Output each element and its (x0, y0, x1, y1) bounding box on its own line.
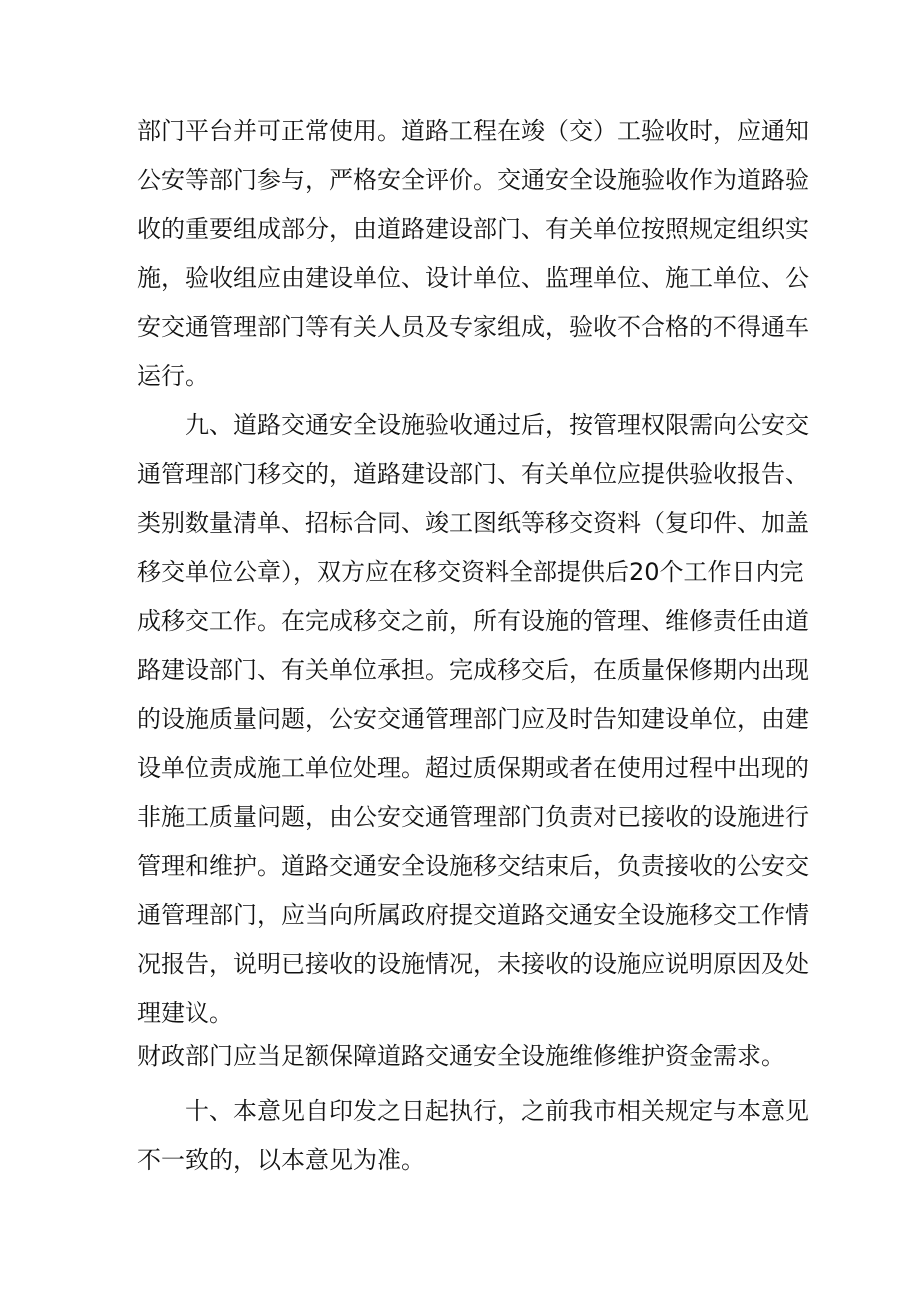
text-line: 不一致的，以本意见为准。 (137, 1146, 425, 1174)
text-line: 移交单位公章），双方应在移交资料全部提供后20个工作日内完 (137, 558, 804, 586)
paragraph-first-line: 九、道路交通安全设施验收通过后，按管理权限需向公安交 (185, 411, 809, 439)
text-line: 设单位责成施工单位处理。超过质保期或者在使用过程中出现的 (137, 754, 809, 782)
text-line: 运行。 (137, 362, 209, 390)
text-line: 部门平台并可正常使用。道路工程在竣（交）工验收时，应通知 (137, 117, 809, 145)
text-line: 收的重要组成部分，由道路建设部门、有关单位按照规定组织实 (137, 215, 809, 243)
text-line: 通管理部门，应当向所属政府提交道路交通安全设施移交工作情 (137, 901, 809, 929)
paragraph-first-line: 十、本意见自印发之日起执行，之前我市相关规定与本意见 (185, 1097, 809, 1125)
text-line: 通管理部门移交的，道路建设部门、有关单位应提供验收报告、 (137, 460, 809, 488)
text-line: 安交通管理部门等有关人员及专家组成，验收不合格的不得通车 (137, 313, 809, 341)
text-line: 成移交工作。在完成移交之前，所有设施的管理、维修责任由道 (137, 607, 809, 635)
text-line: 路建设部门、有关单位承担。完成移交后，在质量保修期内出现 (137, 656, 809, 684)
text-line: 的设施质量问题，公安交通管理部门应及时告知建设单位，由建 (137, 705, 809, 733)
finance-line: 财政部门应当足额保障道路交通安全设施维修维护资金需求。 (137, 1042, 785, 1070)
text-line: 非施工质量问题，由公安交通管理部门负责对已接收的设施进行 (137, 803, 809, 831)
text-line: 理建议。 (137, 999, 233, 1027)
text-line: 类别数量清单、招标合同、竣工图纸等移交资料（复印件、加盖 (137, 509, 809, 537)
text-line: 施，验收组应由建设单位、设计单位、监理单位、施工单位、公 (137, 264, 809, 292)
text-line: 况报告，说明已接收的设施情况，未接收的设施应说明原因及处 (137, 950, 809, 978)
text-line: 管理和维护。道路交通安全设施移交结束后，负责接收的公安交 (137, 852, 809, 880)
text-line: 公安等部门参与，严格安全评价。交通安全设施验收作为道路验 (137, 166, 809, 194)
